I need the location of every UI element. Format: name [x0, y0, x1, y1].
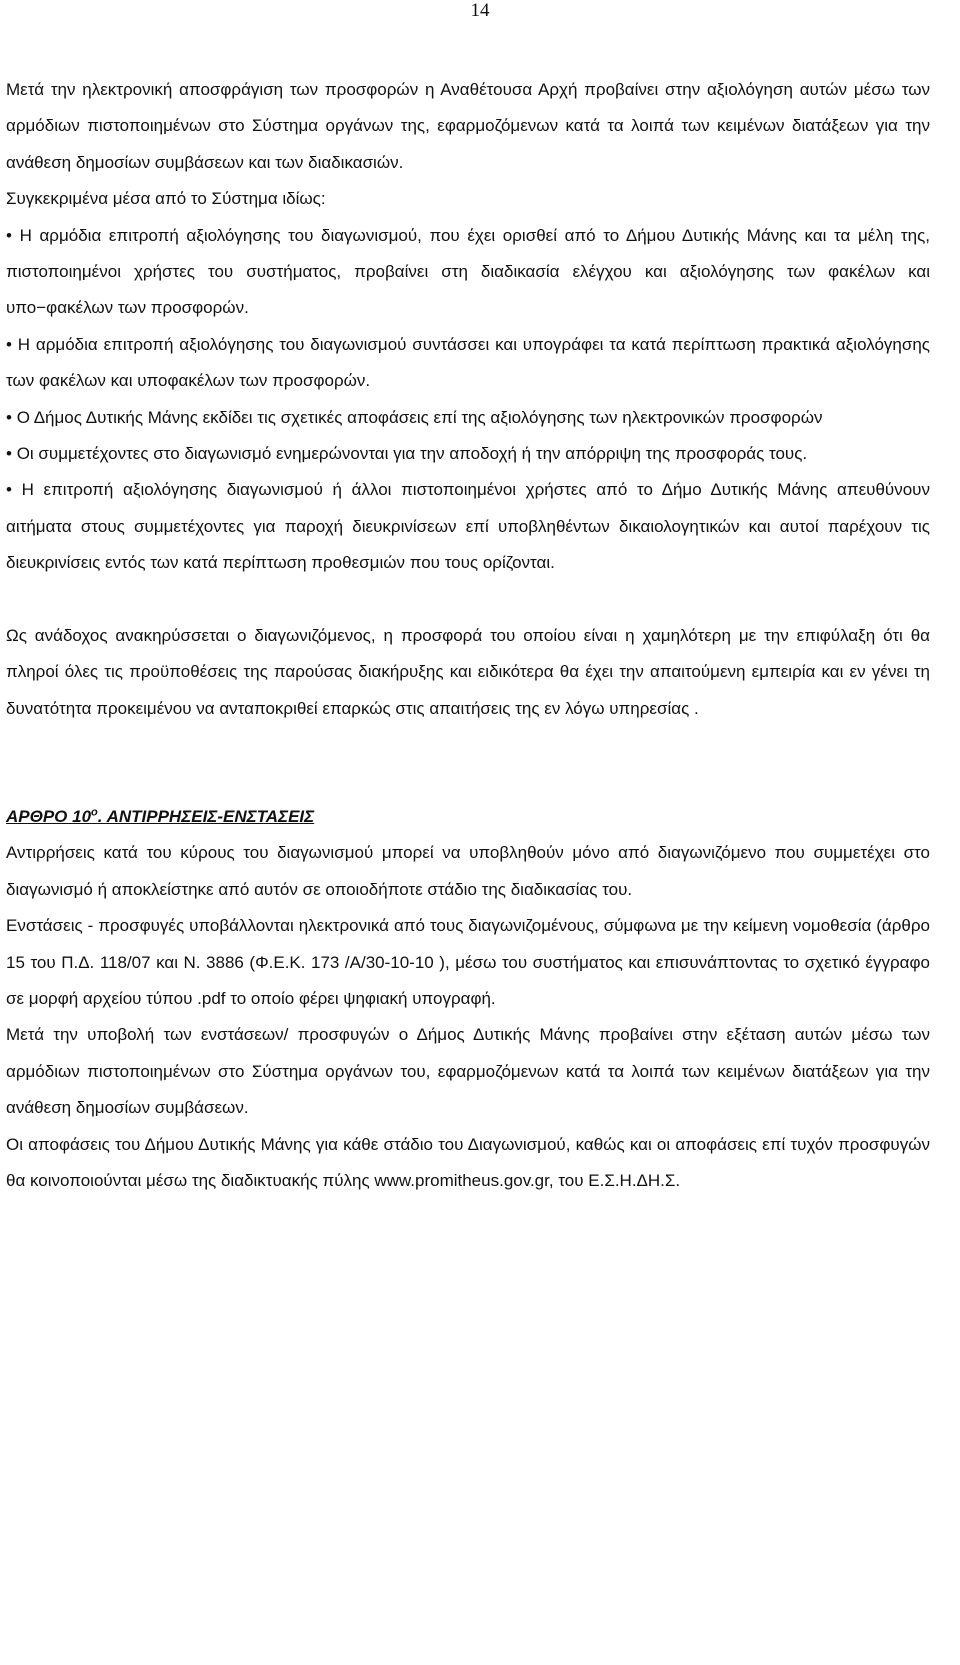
bullet-committee-minutes: • Η αρμόδια επιτροπή αξιολόγησης του διαγωνισμού συντάσσει και υπογράφει τα κατά περίπτωση πρακτικά αξιολόγησης των φακέλων και υποφακέλων των προσφορών. — [6, 327, 930, 400]
bullet-municipality-decisions: • Ο Δήμος Δυτικής Μάνης εκδίδει τις σχετικές αποφάσεις επί της αξιολόγησης των ηλεκτρονικών προσφορών — [6, 400, 930, 436]
document-body — [6, 72, 930, 1199]
bullet-clarification-requests: • Η επιτροπή αξιολόγησης διαγωνισμού ή άλλοι πιστοποιημένοι χρήστες από το Δήμο Δυτικής Μάνης απευθύνουν αιτήματα στους συμμετέχοντες για παροχή διευκρινίσεων επί υποβληθέντων δικαιολογητικών και αυτοί παρέχουν τις διευκρινίσεις εντός των κατά περίπτωση προθεσμιών που τους ορίζονται. — [6, 472, 930, 581]
bullet-participants-informed: • Οι συμμετέχοντες στο διαγωνισμό ενημερώνονται για την αποδοχή ή την απόρριψη της προσφοράς τους. — [6, 436, 930, 472]
article-number-superscript: ο — [91, 806, 98, 819]
bullet-committee-review: • Η αρμόδια επιτροπή αξιολόγησης του διαγωνισμού, που έχει ορισθεί από το Δήμου Δυτικής Μάνης και τα μέλη της, πιστοποιημένοι χρήστες του συστήματος, προβαίνει στη διαδικασία ελέγχου και αξιολόγησης των φακέλων και υπο−φακέλων των προσφορών. — [6, 218, 930, 327]
paragraph-evaluation-intro: Μετά την ηλεκτρονική αποσφράγιση των προσφορών η Αναθέτουσα Αρχή προβαίνει στην αξιολόγηση αυτών μέσω των αρμόδιων πιστοποιημένων στο Σύστημα οργάνων της, εφαρμοζόμενων κατά τα λοιπά των κειμένων διατάξεων για την ανάθεση δημοσίων συμβάσεων και των διαδικασιών. — [6, 80, 930, 172]
spacer — [6, 582, 930, 618]
page-number: 14 — [470, 0, 490, 21]
paragraph-decision-notification: Οι αποφάσεις του Δήμου Δυτικής Μάνης για κάθε στάδιο του Διαγωνισμού, καθώς και οι αποφάσεις επί τυχόν προσφυγών θα κοινοποιούνται μέσω της διαδικτυακής πύλης www.promitheus.gov.gr, του Ε.Σ.Η.ΔΗ.Σ. — [6, 1134, 930, 1190]
article-heading — [6, 799, 930, 835]
paragraph-appeal-review: Μετά την υποβολή των ενστάσεων/ προσφυγών ο Δήμος Δυτικής Μάνης προβαίνει στην εξέταση αυτών μέσω των αρμόδιων πιστοποιημένων στο Σύστημα οργάνων του, εφαρμοζόμενων κατά τα λοιπά των κειμένων διατάξεων για την ανάθεση δημοσίων συμβάσεων. — [6, 1025, 930, 1118]
paragraph-appeals: Ενστάσεις - προσφυγές υποβάλλονται ηλεκτρονικά από τους διαγωνιζομένους, σύμφωνα με την κείμενη νομοθεσία (άρθρο 15 του Π.Δ. 118/07 και Ν. 3886 (Φ.Ε.Κ. 173 /Α/30-10-10 ), μέσω του συστήματος και επισυνάπτοντας το σχετικό έγγραφο σε μορφή αρχείου τύπου .pdf το οποίο φέρει ψηφιακή υπογραφή. — [6, 916, 930, 1008]
article-number: ΑΡΘΡΟ 10 — [6, 806, 92, 826]
paragraph-system-specifics: Συγκεκριμένα μέσα από το Σύστημα ιδίως: — [6, 189, 326, 209]
article-title: . ΑΝΤΙΡΡΗΣΕΙΣ-ΕΝΣΤΑΣΕΙΣ — [97, 806, 315, 826]
paragraph-contractor-award: Ως ανάδοχος ανακηρύσσεται ο διαγωνιζόμενος, η προσφορά του οποίου είναι η χαμηλότερη με την επιφύλαξη ότι θα πληροί όλες τις προϋποθέσεις της παρούσας διακήρυξης και ειδικότερα θα έχει την απαιτούμενη εμπειρία και εν γένει τη δυνατότητα προκειμένου να ανταποκριθεί επαρκώς στις απαιτήσεις της εν λόγω υπηρεσίας . — [6, 625, 930, 718]
spacer — [6, 727, 930, 799]
paragraph-objections: Αντιρρήσεις κατά του κύρους του διαγωνισμού μπορεί να υποβληθούν μόνο από διαγωνιζόμενο που συμμετέχει στο διαγωνισμό ή αποκλείστηκε από αυτόν σε οποιοδήποτε στάδιο της διαδικασίας του. — [6, 843, 930, 899]
